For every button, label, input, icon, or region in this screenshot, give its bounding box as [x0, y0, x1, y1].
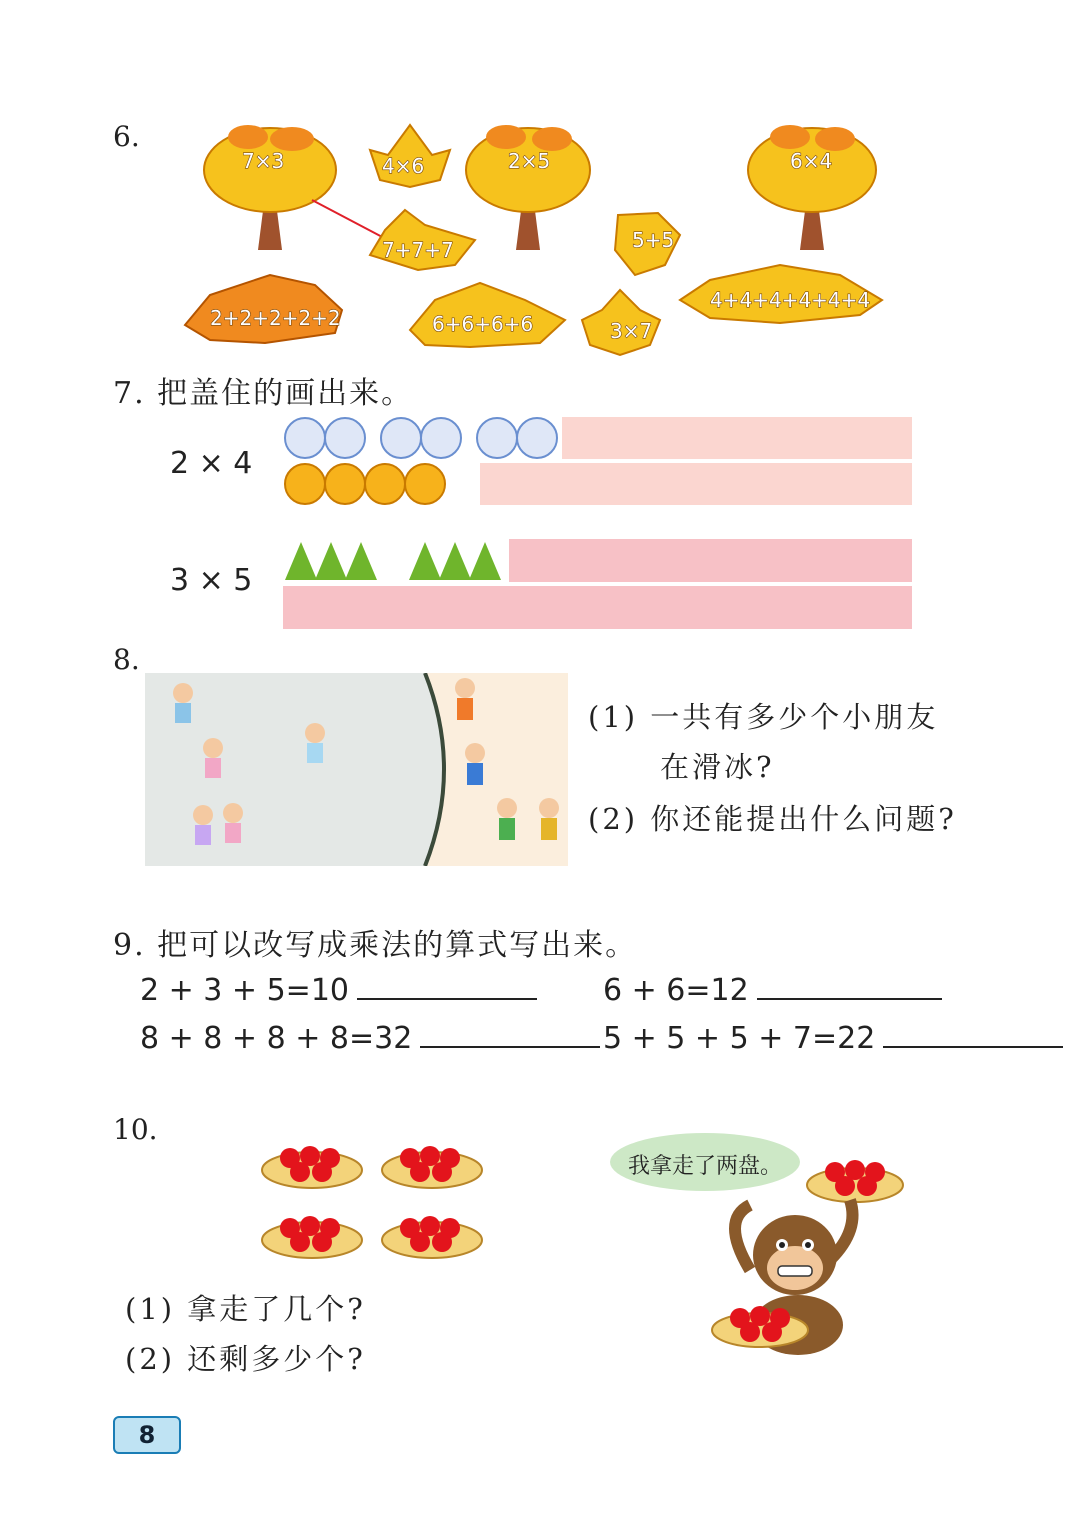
- page-number-badge: 8: [113, 1416, 181, 1454]
- q7-row1-shapes: [283, 415, 913, 510]
- apple-plate-icon: [382, 1216, 482, 1258]
- speech-bubble-text: 我拿走了两盘。: [628, 1154, 783, 1179]
- tree-label-2: 2×5: [508, 149, 551, 173]
- leaf-label-1: 4×6: [382, 154, 425, 178]
- q9-eq4: 5 + 5 + 5 + 7=22: [603, 1021, 876, 1056]
- q9-eq3: 8 + 8 + 8 + 8=32: [140, 1021, 413, 1056]
- q9-eq3-row: [140, 1018, 600, 1056]
- answer-blank-1[interactable]: [357, 970, 537, 1000]
- q7-row2-label: 3 × 5: [170, 563, 253, 598]
- cover-block: [509, 539, 912, 582]
- cover-block: [480, 463, 912, 505]
- cover-block: [283, 586, 912, 629]
- apple-plate-icon: [807, 1160, 903, 1202]
- leaf-label-6: 3×7: [610, 319, 653, 343]
- q7-row1-label: 2 × 4: [170, 446, 253, 481]
- apple-plates-illustration: [260, 1130, 490, 1265]
- q6-number: 6.: [113, 120, 140, 153]
- leaf-label-2: 7+7+7: [382, 238, 454, 262]
- q9-eq1: 2 + 3 + 5=10: [140, 973, 349, 1008]
- leaf-label-4: 2+2+2+2+2: [210, 306, 341, 330]
- skating-rink-illustration: [145, 673, 568, 866]
- smile-face-icon: [285, 418, 557, 458]
- answer-blank-4[interactable]: [883, 1018, 1063, 1048]
- q9-eq2: 6 + 6=12: [603, 973, 749, 1008]
- tree-icon: [748, 125, 876, 250]
- apple-plate-icon: [262, 1146, 362, 1188]
- q7-title: 7. 把盖住的画出来。: [113, 376, 414, 411]
- apple-plate-icon: [262, 1216, 362, 1258]
- tree-label-3: 6×4: [790, 149, 833, 173]
- monkey-illustration: [710, 1150, 910, 1365]
- q9-eq1-row: [140, 970, 537, 1008]
- answer-blank-2[interactable]: [757, 970, 942, 1000]
- q9-eq4-row: [603, 1018, 1063, 1056]
- q9-title: 9. 把可以改写成乘法的算式写出来。: [113, 928, 638, 963]
- q8-sub1-line1: (1) 一共有多少个小朋友: [588, 700, 939, 734]
- answer-blank-3[interactable]: [420, 1018, 600, 1048]
- tree-label-1: 7×3: [242, 149, 285, 173]
- q8-number: 8.: [113, 643, 140, 676]
- cover-block: [562, 417, 912, 459]
- leaf-label-3: 5+5: [632, 228, 675, 252]
- tree-icon: [466, 125, 590, 250]
- tree-icon: [204, 125, 336, 250]
- q7-row2-shapes: [283, 538, 913, 630]
- q10-number: 10.: [113, 1113, 158, 1146]
- leaf-label-5: 6+6+6+6: [432, 312, 534, 336]
- sad-face-icon: [285, 464, 445, 504]
- q10-sub1: (1) 拿走了几个?: [125, 1292, 366, 1326]
- q8-sub2: (2) 你还能提出什么问题?: [588, 802, 957, 836]
- q9-eq2-row: [603, 970, 942, 1008]
- q6-illustration: [170, 115, 900, 365]
- match-line: [312, 200, 388, 240]
- leaf-label-7: 4+4+4+4+4+4: [710, 288, 871, 312]
- apple-plate-icon: [382, 1146, 482, 1188]
- q10-sub2: (2) 还剩多少个?: [125, 1342, 366, 1376]
- triangle-icon: [285, 542, 501, 580]
- q8-sub1-line2: 在滑冰?: [660, 750, 775, 784]
